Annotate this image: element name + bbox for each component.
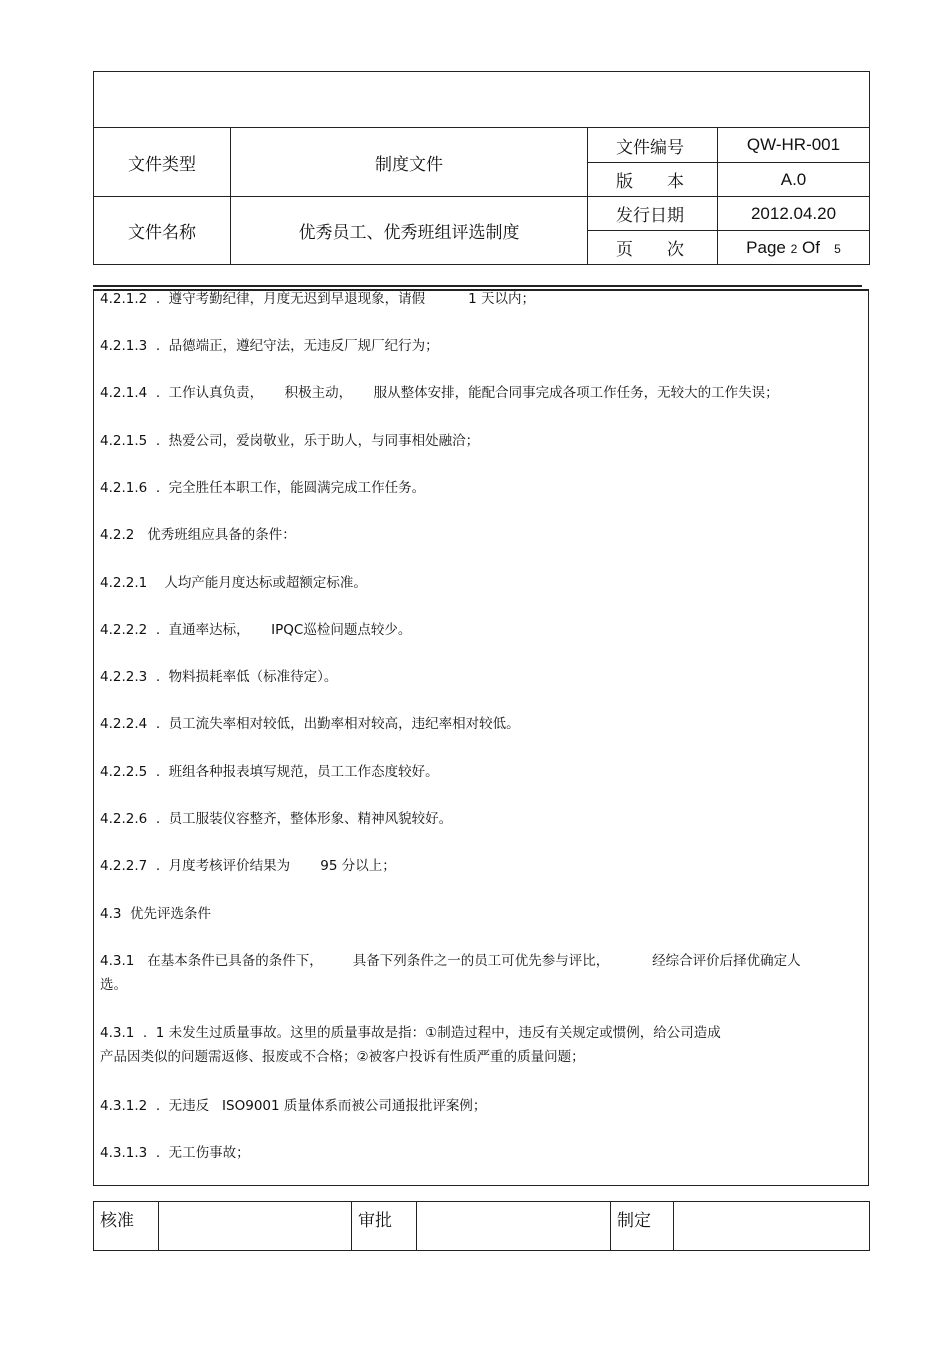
clause-4-2-1-3: 4.2.1.3 . 品德端正，遵纪守法，无违反厂规厂纪行为； <box>100 338 439 354</box>
version-label: 版 本 <box>588 163 718 197</box>
draft-label: 制定 <box>611 1202 674 1251</box>
clause-4-2-2-7: 4.2.2.7 . 月度考核评价结果为 95 分以上； <box>100 858 396 874</box>
page-indicator <box>718 231 870 265</box>
document-header-table <box>93 71 870 265</box>
doc-number-value: QW-HR-001 <box>718 128 870 163</box>
issue-date-label: 发行日期 <box>588 197 718 231</box>
review-signature-cell <box>417 1202 611 1251</box>
clause-4-2-2-4: 4.2.2.4 . 员工流失率相对较低，出勤率相对较高，违纪率相对较低。 <box>100 716 520 732</box>
clause-4-3-1-1: 4.3.1 . 1 未发生过质量事故。这里的质量事故是指：①制造过程中，违反有关规定或惯例，给公司造成 产品因类似的问题需返修、报废或不合格；②被客户投诉有性质严重的质量问题； <box>100 1025 721 1065</box>
file-type-value: 制度文件 <box>231 128 588 197</box>
clause-4-2-1-5: 4.2.1.5 . 热爱公司，爱岗敬业，乐于助人，与同事相处融洽； <box>100 433 480 449</box>
header-blank-row <box>94 72 870 128</box>
clause-4-2-2-6: 4.2.2.6 . 员工服装仪容整齐，整体形象、精神风貌较好。 <box>100 811 453 827</box>
draft-signature-cell <box>674 1202 870 1251</box>
clause-4-2-2-2: 4.2.2.2 . 直通率达标， IPQC巡检问题点较少。 <box>100 622 412 638</box>
page-total: 5 <box>834 241 841 256</box>
approve-label: 核准 <box>94 1202 159 1251</box>
clause-4-2-1-6: 4.2.1.6 . 完全胜任本职工作，能圆满完成工作任务。 <box>100 480 426 496</box>
clause-4-2-2-1: 4.2.2.1 人均产能月度达标或超额定标准。 <box>100 575 367 591</box>
clause-4-2-1-4: 4.2.1.4 . 工作认真负责， 积极主动， 服从整体安排，能配合同事完成各项工作任务，无较大的工作失误； <box>100 385 779 401</box>
review-label: 审批 <box>352 1202 417 1251</box>
approve-signature-cell <box>159 1202 352 1251</box>
file-name-value: 优秀员工、优秀班组评选制度 <box>231 197 588 265</box>
clause-4-3-1: 4.3.1 在基本条件已具备的条件下， 具备下列条件之一的员工可优先参与评比， 经综合评价后择优确定人 选。 <box>100 953 801 993</box>
file-name-label: 文件名称 <box>94 197 231 265</box>
page-prefix: Page <box>746 237 786 257</box>
clause-4-3: 4.3 优先评选条件 <box>100 906 212 922</box>
clause-4-2-2: 4.2.2 优秀班组应具备的条件： <box>100 527 296 543</box>
clause-4-2-1-2: 4.2.1.2 . 遵守考勤纪律，月度无迟到早退现象，请假 1 天以内； <box>100 291 535 307</box>
signature-table <box>93 1201 870 1251</box>
page-label: 页 次 <box>588 231 718 265</box>
clause-4-2-2-3: 4.2.2.3 . 物料损耗率低（标准待定）。 <box>100 669 338 685</box>
clause-4-3-1-3: 4.3.1.3 . 无工伤事故； <box>100 1145 250 1161</box>
page-of: Of <box>802 237 820 257</box>
doc-number-label: 文件编号 <box>588 128 718 163</box>
version-value: A.0 <box>718 163 870 197</box>
clause-4-2-2-5: 4.2.2.5 . 班组各种报表填写规范，员工工作态度较好。 <box>100 764 439 780</box>
page-current: 2 <box>790 241 798 256</box>
issue-date-value: 2012.04.20 <box>718 197 870 231</box>
clause-4-3-1-2: 4.3.1.2 . 无违反 ISO9001 质量体系而被公司通报批评案例； <box>100 1098 487 1114</box>
content-box <box>93 289 869 1186</box>
file-type-label: 文件类型 <box>94 128 231 197</box>
